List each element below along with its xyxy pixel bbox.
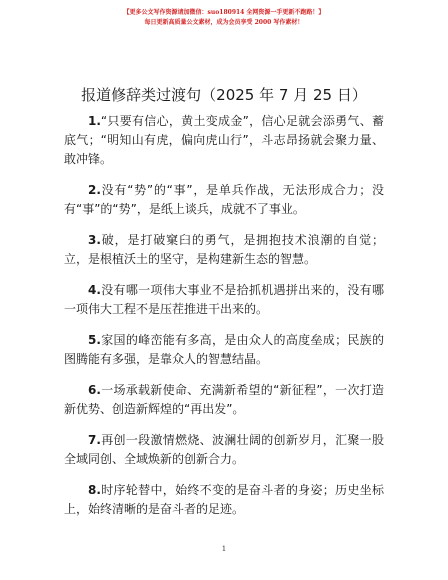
- item-text: “只要有信心，黄土变成金”，信心足就会添勇气、蓄底气；“明知山有虎，偏向虎山行”，斗志昂扬就会聚力量、敢冲锋。: [64, 114, 384, 166]
- promo-line-1: 【更多公文写作资源请加微信：suo180914 全网资源一手更新不跑路！】: [123, 9, 325, 16]
- item-number: 3.: [88, 233, 101, 247]
- list-item: [64, 181, 384, 219]
- list-item: [64, 112, 384, 169]
- sentence-list: [64, 112, 384, 531]
- item-text: 破，是打破窠臼的勇气，是拥抱技术浪潮的自觉；立，是根植沃土的坚守，是构建新生态的智慧。: [64, 233, 384, 266]
- list-item: [64, 381, 384, 419]
- item-text: 没有哪一项伟大事业不是拾抓机遇拼出来的，没有哪一项伟大工程不是压茬推进干出来的。: [64, 283, 384, 316]
- item-number: 5.: [88, 333, 101, 347]
- item-number: 6.: [88, 383, 101, 397]
- list-item: [64, 331, 384, 369]
- item-number: 7.: [88, 433, 101, 447]
- item-number: 1.: [88, 114, 101, 128]
- item-number: 4.: [88, 283, 101, 297]
- list-item: [64, 231, 384, 269]
- item-text: 家国的峰峦能有多高，是由众人的高度垒成；民族的图腾能有多强，是靠众人的智慧结晶。: [64, 333, 384, 366]
- item-number: 2.: [88, 183, 101, 197]
- document-title: 报道修辞类过渡句（2025 年 7 月 25 日）: [81, 86, 367, 104]
- page-number: 1: [221, 545, 227, 553]
- list-item: [64, 481, 384, 519]
- promo-line-2: 每日更新高质量公文素材，成为会员享受 2000 写作素材！: [144, 19, 304, 26]
- item-text: 没有“势”的“事”，是单兵作战，无法形成合力；没有“事”的“势”，是纸上谈兵，成就不了事业。: [64, 183, 384, 216]
- item-text: 时序轮替中，始终不变的是奋斗者的身姿；历史坐标上，始终清晰的是奋斗者的足迹。: [64, 483, 384, 516]
- list-item: [64, 281, 384, 319]
- item-number: 8.: [88, 483, 101, 497]
- item-text: 一场承载新使命、充满新希望的“新征程”，一次打造新优势、创造新辉煌的“再出发”。: [64, 383, 384, 416]
- item-text: 再创一段激情燃烧、波澜壮阔的创新岁月，汇聚一股全域同创、全域焕新的创新合力。: [64, 433, 384, 466]
- promo-banner: [0, 8, 448, 28]
- list-item: [64, 431, 384, 469]
